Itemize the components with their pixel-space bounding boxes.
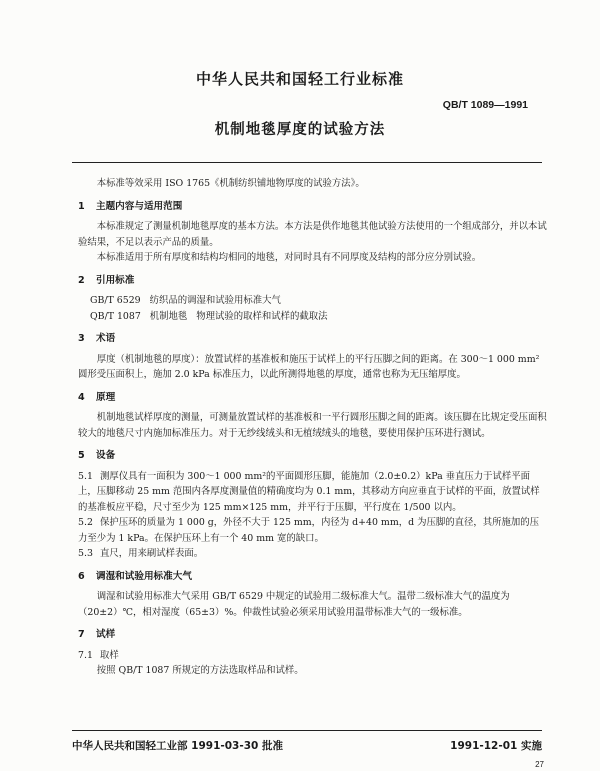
section-1-paragraph-2: 本标准适用于所有厚度和结构均相同的地毯，对同时具有不同厚度及结构的部分应分别试验。 <box>96 252 482 263</box>
section-4-paragraph: 机制地毯试样厚度的测量，可测量放置试样的基准板和一平行圆形压脚之间的距离。该压脚在比规定受压面积较大的地毯尺寸内施加标准压力。对于无纱线绒头和无植绒绒头的地毯，要使用保护压环进行测试。 <box>78 412 547 439</box>
header-divider <box>72 162 542 163</box>
document-body <box>78 176 548 679</box>
issuing-body-title: 中华人民共和国轻工行业标准 <box>195 70 404 88</box>
clause-7-1-heading: 7.1 取样 <box>78 649 119 661</box>
implementation-date: 1991-12-01 实施 <box>450 740 542 752</box>
section-1-paragraph-1: 本标准规定了测量机制地毯厚度的基本方法。本方法是供作地毯其他试验方法使用的一个组成部分，并以本试验结果，不足以表示产品的质量。 <box>78 221 547 248</box>
clause-5-2: 5.2 保护压环的质量为 1 000 g，外径不大于 125 mm，内径为 d+40 mm，d 为压脚的直径，其所施加的压力至少为 1 kPa。在保护压环上有一个 40 mm 宽的缺口。 <box>78 517 539 544</box>
intro-paragraph: 本标准等效采用 ISO 1765《机制纺织铺地物厚度的试验方法》。 <box>96 178 365 189</box>
section-heading-2: 2 引用标准 <box>78 274 135 286</box>
section-heading-1: 1 主题内容与适用范围 <box>78 200 183 212</box>
clause-5-1: 5.1 测厚仪具有一面积为 300～1 000 mm²的平面圆形压脚，能施加（2.0±0.2）kPa 垂直压力于试样平面上，压脚移动 25 mm 范围内各厚度测量值的精确度均为 0.1 mm，其移动方向应垂直于试样的平面，放置试样的基准板应平稳，尺寸至少为 125 mm×125 mm，并平行于压脚，平行度在 1/500 以内。 <box>78 470 540 513</box>
reference-standard-2: QB/T 1087 机制地毯 物理试验的取样和试样的截取法 <box>90 310 328 322</box>
reference-standard-1: GB/T 6529 纺织品的调湿和试验用标准大气 <box>90 295 281 306</box>
document-title: 机制地毯厚度的试验方法 <box>214 122 386 138</box>
footer-divider <box>72 730 542 731</box>
page-number: 27 <box>535 760 544 769</box>
standard-code: QB/T 1089—1991 <box>442 99 528 111</box>
section-6-paragraph: 调湿和试验用标准大气采用 GB/T 6529 中规定的试验用二级标准大气。温带二级标准大气的温度为（20±2）℃，相对湿度（65±3）%。仲裁性试验必须采用试验用温带标准大气的一级标准。 <box>78 591 510 618</box>
section-7-paragraph: 按照 QB/T 1087 所规定的方法选取样品和试样。 <box>96 665 304 676</box>
section-3-paragraph: 厚度（机制地毯的厚度）：放置试样的基准板和施压于试样上的平行压脚之间的距离。在 300～1 000 mm²圆形受压面积上，施加 2.0 kPa 标准压力，以此所测得地毯的厚度，通常也称为无压缩厚度。 <box>78 353 540 380</box>
section-heading-6: 6 调湿和试验用标准大气 <box>78 570 192 582</box>
approval-note: 中华人民共和国轻工业部 1991-03-30 批准 <box>72 740 283 752</box>
section-heading-3: 3 术语 <box>78 333 116 344</box>
section-heading-4: 4 原理 <box>78 391 116 403</box>
clause-5-3: 5.3 直尺，用来刷试样表面。 <box>78 548 204 559</box>
section-heading-7: 7 试样 <box>78 629 116 640</box>
section-heading-5: 5 设备 <box>78 450 116 461</box>
